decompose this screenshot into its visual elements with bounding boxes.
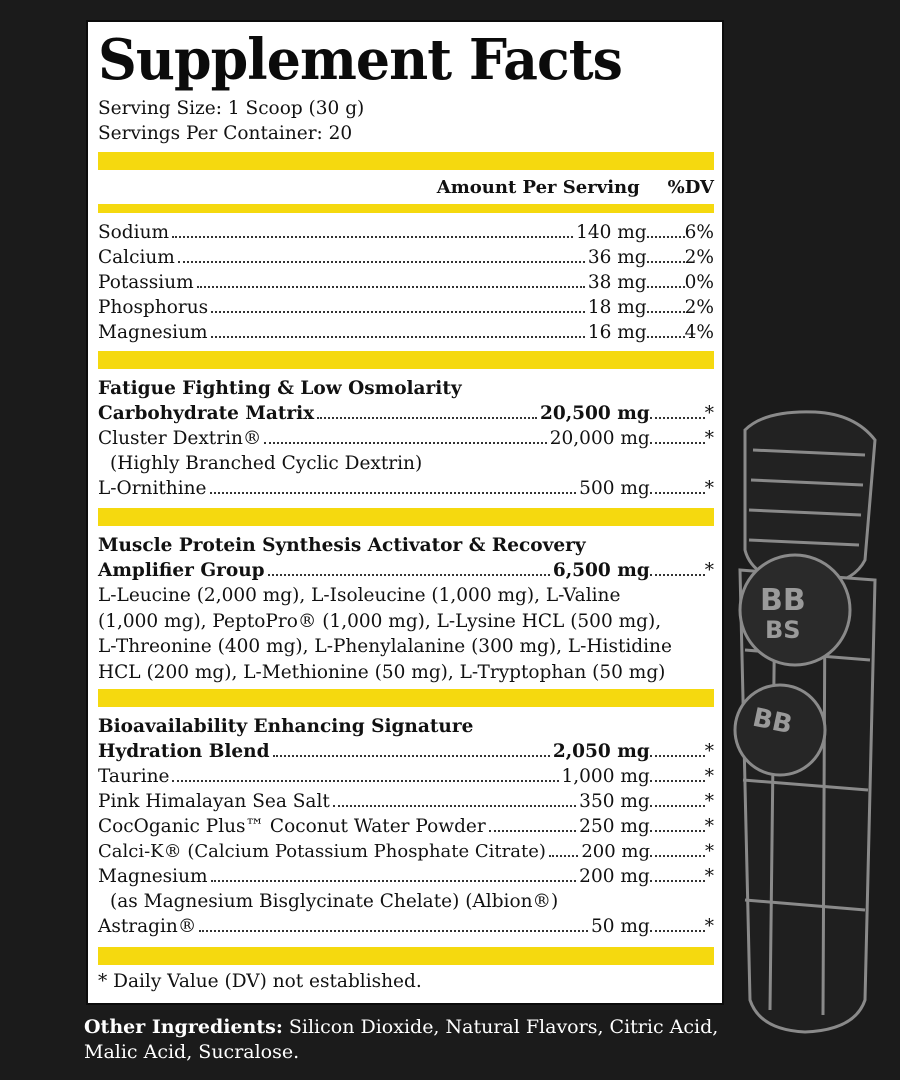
taurine-row	[98, 764, 714, 789]
dv-footnote: * Daily Value (DV) not established.	[98, 971, 422, 992]
ingredient-dv: *	[704, 791, 714, 812]
shaker-bottle-icon	[705, 400, 900, 1040]
nutrient-name: Calcium	[98, 247, 175, 268]
nutrient-dv: 0%	[684, 272, 714, 293]
nutrient-name: Magnesium	[98, 322, 208, 343]
cluster-dextrin-row	[98, 426, 714, 451]
dv-header: %DV	[667, 177, 714, 198]
ingredient-dv: *	[705, 841, 714, 862]
ingredient-amount: 200 mg	[579, 866, 650, 887]
divider-bar	[98, 152, 714, 170]
nutrient-dv: 4%	[684, 322, 714, 343]
ingredient-amount: 1,000 mg	[561, 766, 650, 787]
hydration-blend-title: Bioavailability Enhancing Signature	[98, 716, 474, 737]
amount-per-serving-header: Amount Per Serving	[436, 177, 640, 198]
divider-bar	[98, 947, 714, 965]
mineral-row-magnesium	[98, 320, 714, 345]
ingredient-dv: *	[704, 816, 714, 837]
svg-text:BB: BB	[760, 583, 806, 618]
ingredient-dv: *	[704, 428, 714, 449]
mineral-row-potassium	[98, 270, 714, 295]
divider-bar	[98, 689, 714, 707]
carb-matrix-title: Fatigue Fighting & Low Osmolarity	[98, 378, 462, 399]
blend-dv: *	[704, 741, 714, 762]
ingredient-amount: 200 mg	[581, 841, 650, 862]
panel-title: Supplement Facts	[98, 27, 622, 93]
mineral-row-sodium	[98, 220, 714, 245]
divider-bar	[98, 204, 714, 213]
blend-amount: 2,050 mg	[552, 741, 650, 762]
ingredient-dv: *	[704, 916, 714, 937]
hydration-blend-total-row	[98, 739, 714, 764]
other-ingredients-label: Other Ingredients:	[84, 1016, 283, 1038]
sea-salt-row	[98, 789, 714, 814]
ingredient-dv: *	[704, 478, 714, 499]
servings-per-container: Servings Per Container: 20	[98, 123, 353, 144]
nutrient-name: Potassium	[98, 272, 194, 293]
mineral-row-calcium	[98, 245, 714, 270]
ingredient-name: L-Ornithine	[98, 478, 207, 499]
magnesium-note: (as Magnesium Bisglycinate Chelate) (Albion®)	[110, 891, 559, 912]
ingredient-amount: 20,000 mg	[549, 428, 650, 449]
nutrient-dv: 2%	[684, 297, 714, 318]
nutrient-amount: 36 mg	[587, 247, 647, 268]
nutrient-amount: 140 mg	[576, 222, 647, 243]
coconut-water-row	[98, 814, 714, 839]
carb-matrix-total-row	[98, 401, 714, 426]
blend-name: Hydration Blend	[98, 741, 270, 762]
divider-bar	[98, 351, 714, 369]
nutrient-dv: 6%	[684, 222, 714, 243]
svg-text:BS: BS	[765, 616, 801, 644]
ingredient-name: Calci-K® (Calcium Potassium Phosphate Citrate)	[98, 841, 546, 862]
svg-text:BB: BB	[749, 702, 795, 741]
blend-name: Carbohydrate Matrix	[98, 403, 315, 424]
serving-size: Serving Size: 1 Scoop (30 g)	[98, 98, 365, 119]
ingredient-list-line: HCL (200 mg), L-Methionine (50 mg), L-Tryptophan (50 mg)	[98, 661, 666, 683]
calci-k-row	[98, 839, 714, 864]
nutrient-name: Phosphorus	[98, 297, 209, 318]
ingredient-name: Magnesium	[98, 866, 208, 887]
astragin-row	[98, 914, 714, 939]
ingredient-name: Astragin®	[98, 916, 197, 937]
ingredient-name: CocOganic Plus™ Coconut Water Powder	[98, 816, 486, 837]
ingredient-amount: 500 mg	[579, 478, 650, 499]
ingredient-amount: 350 mg	[579, 791, 650, 812]
blend-dv: *	[704, 403, 714, 424]
blend-amount: 20,500 mg	[539, 403, 650, 424]
ingredient-list-line: (1,000 mg), PeptoPro® (1,000 mg), L-Lysine HCL (500 mg),	[98, 610, 662, 632]
ingredient-list-line: L-Leucine (2,000 mg), L-Isoleucine (1,000 mg), L-Valine	[98, 585, 621, 606]
nutrient-name: Sodium	[98, 222, 170, 243]
divider-bar	[98, 508, 714, 526]
mineral-row-phosphorus	[98, 295, 714, 320]
column-header	[98, 175, 714, 201]
ingredient-dv: *	[704, 866, 714, 887]
muscle-group-total-row	[98, 558, 714, 583]
nutrient-dv: 2%	[684, 247, 714, 268]
supplement-facts-panel	[86, 20, 724, 1005]
other-ingredients-text-line2: Malic Acid, Sucralose.	[84, 1041, 300, 1063]
muscle-group-ingredient-list	[98, 583, 714, 685]
ingredient-name: Pink Himalayan Sea Salt	[98, 791, 330, 812]
cluster-dextrin-note: (Highly Branched Cyclic Dextrin)	[110, 453, 423, 474]
ingredient-amount: 50 mg	[590, 916, 650, 937]
other-ingredients-text: Silicon Dioxide, Natural Flavors, Citric Acid,	[282, 1016, 719, 1038]
ornithine-row	[98, 476, 714, 501]
blend-dv: *	[704, 560, 714, 581]
ingredient-name: Cluster Dextrin®	[98, 428, 262, 449]
blend-name: Amplifier Group	[98, 560, 265, 581]
ingredient-amount: 250 mg	[579, 816, 650, 837]
nutrient-amount: 18 mg	[587, 297, 647, 318]
ingredient-dv: *	[704, 766, 714, 787]
ingredient-list-line: L-Threonine (400 mg), L-Phenylalanine (300 mg), L-Histidine	[98, 636, 672, 657]
muscle-group-title: Muscle Protein Synthesis Activator & Recovery	[98, 535, 586, 556]
ingredient-name: Taurine	[98, 766, 170, 787]
blend-amount: 6,500 mg	[552, 560, 650, 581]
nutrient-amount: 38 mg	[587, 272, 647, 293]
nutrient-amount: 16 mg	[587, 322, 647, 343]
other-ingredients	[84, 1015, 744, 1065]
magnesium-chelate-row	[98, 864, 714, 889]
